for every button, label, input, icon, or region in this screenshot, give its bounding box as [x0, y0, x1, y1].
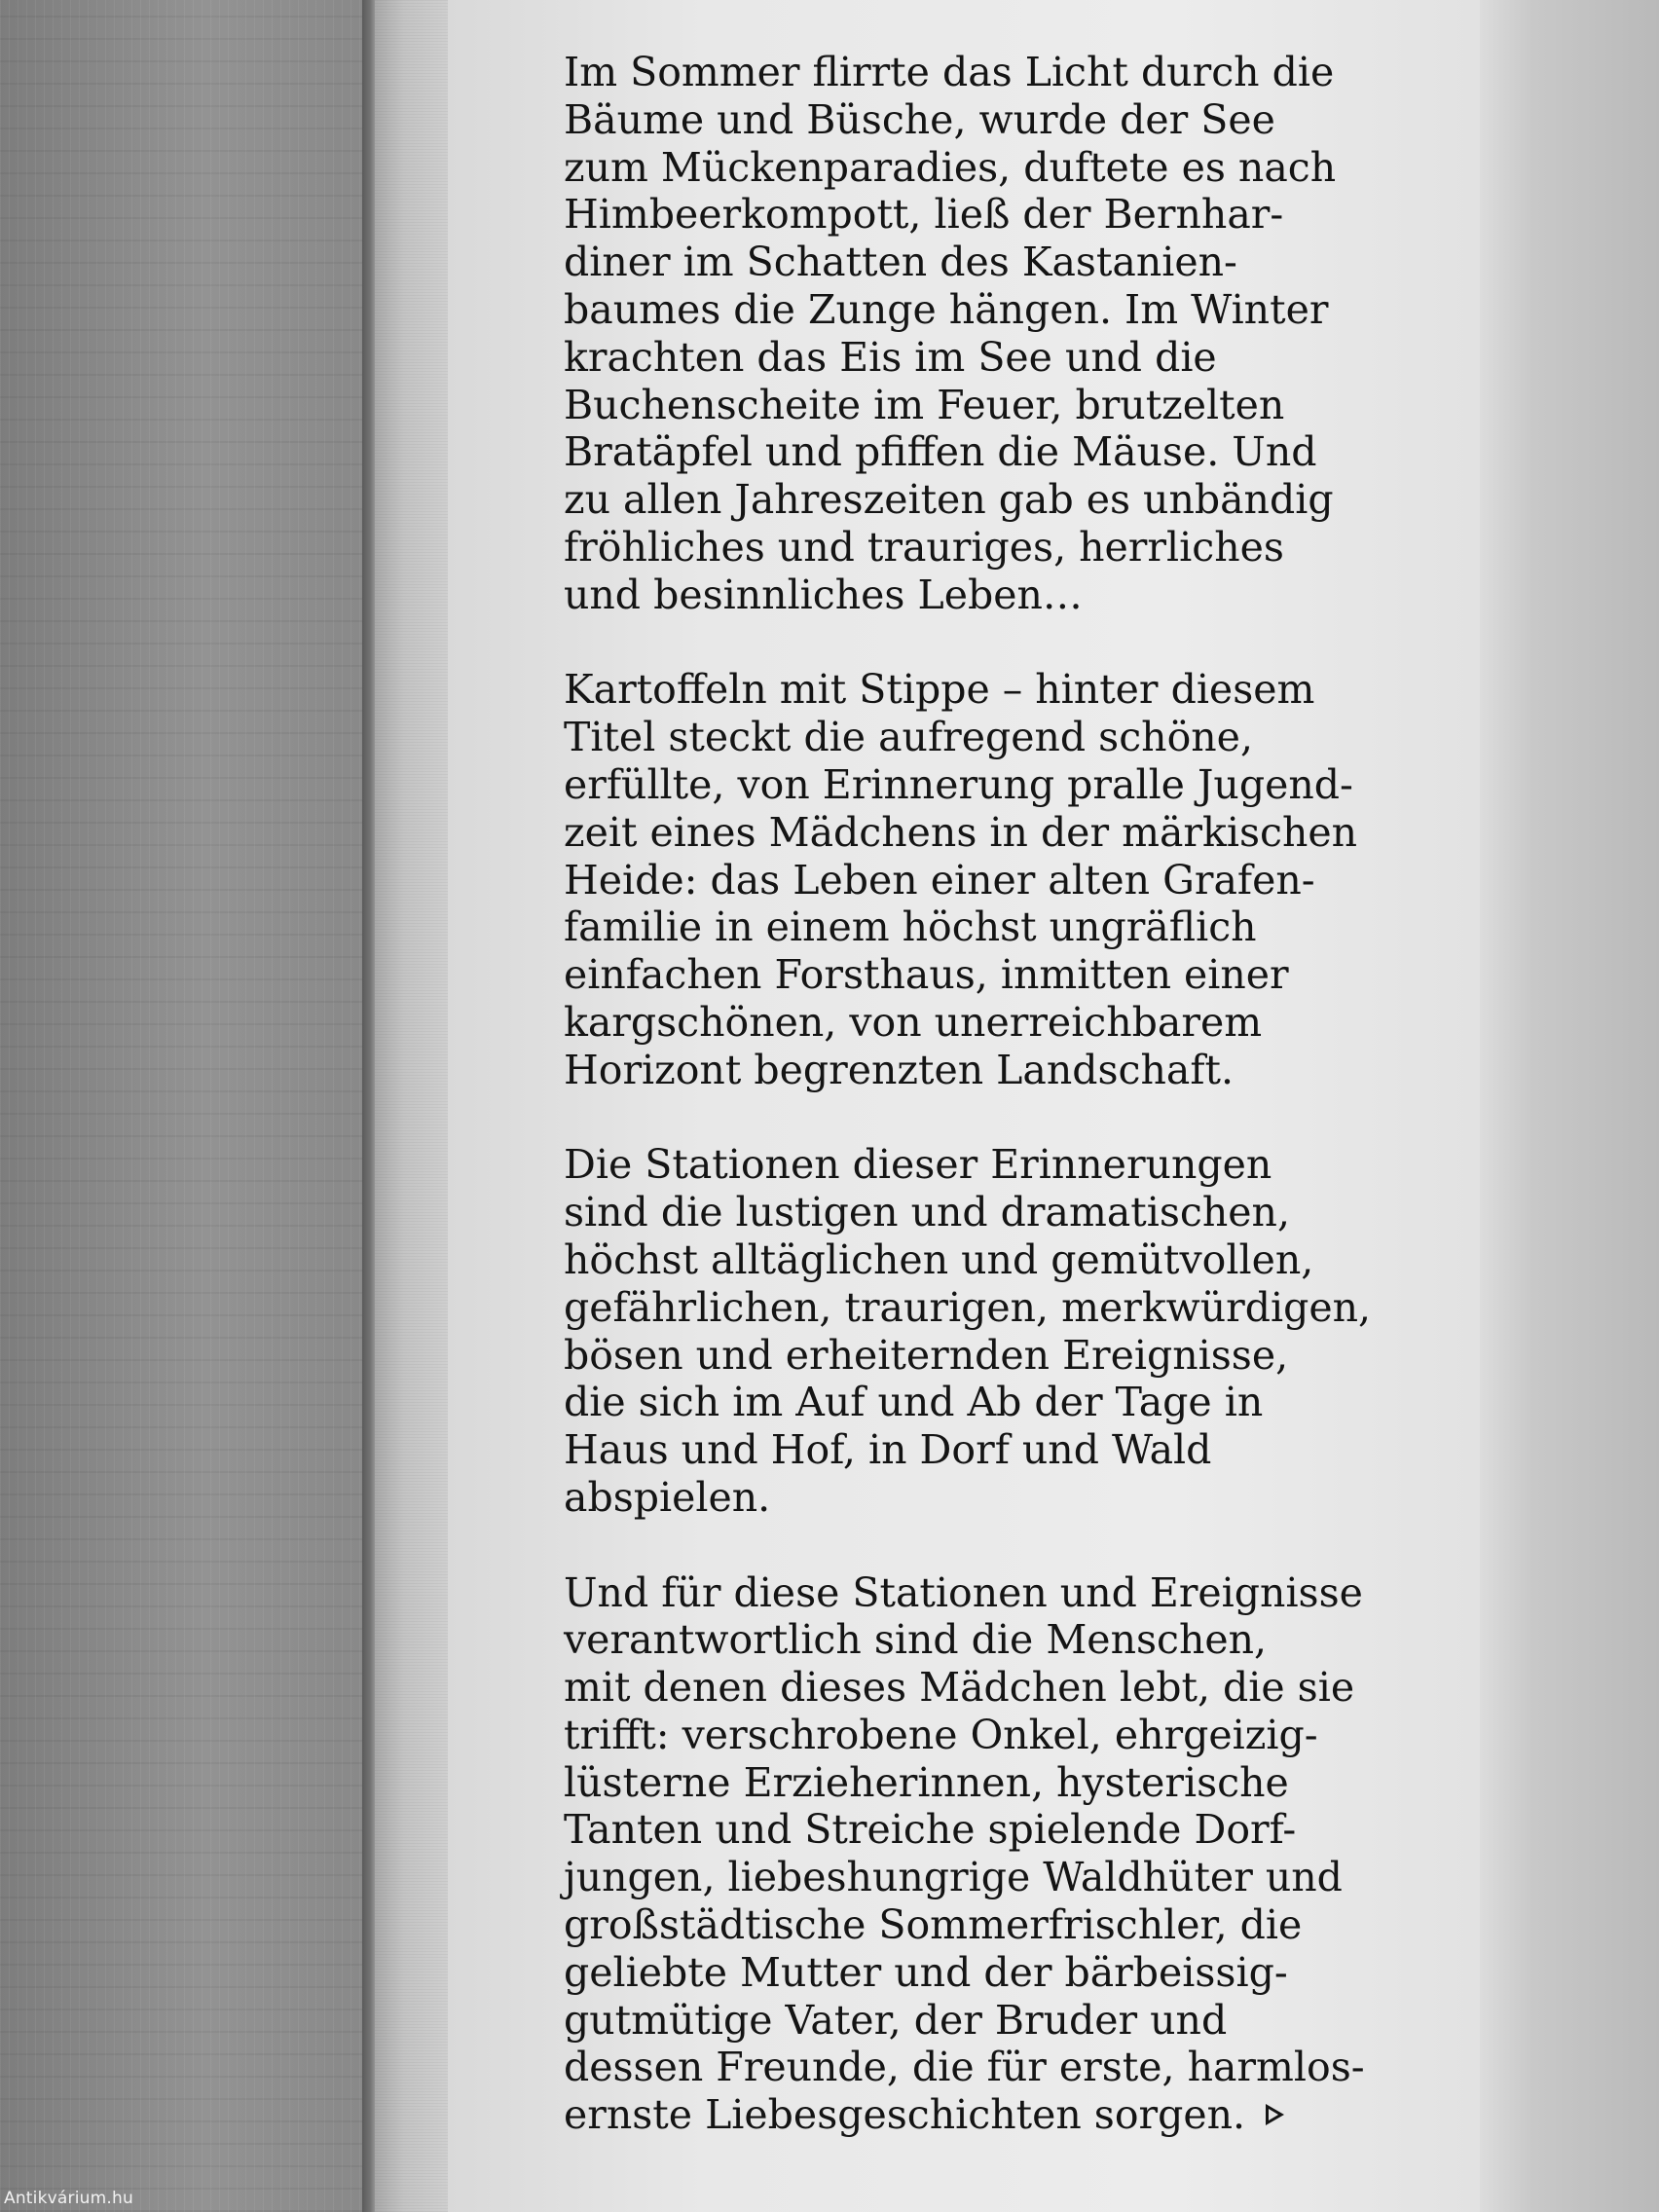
text-line: Horizont begrenzten Landschaft.: [564, 1046, 1235, 1093]
paragraph-4: [564, 1568, 1365, 2140]
text-line: dessen Freunde, die für erste, harmlos-: [564, 2044, 1365, 2091]
text-line: Himbeerkompott, ließ der Bernhar-: [564, 191, 1284, 239]
paragraph-2: [564, 666, 1358, 1093]
text-line: mit denen dieses Mädchen lebt, die sie: [564, 1664, 1355, 1712]
paragraph-1: [564, 49, 1337, 619]
text-line: diner im Schatten des Kastanien-: [564, 239, 1237, 286]
text-line: gefährlichen, traurigen, merkwürdigen,: [564, 1283, 1372, 1331]
cover-board: [0, 0, 375, 2212]
text-line: einfachen Forsthaus, inmitten einer: [564, 951, 1289, 999]
text-line: höchst alltäglichen und gemütvollen,: [564, 1235, 1314, 1283]
text-line: Im Sommer flirrte das Licht durch die: [564, 49, 1335, 95]
text-line: verantwortlich sind die Menschen,: [564, 1616, 1268, 1664]
text-line: Heide: das Leben einer alten Grafen-: [564, 856, 1315, 903]
text-line: und besinnliches Leben…: [564, 571, 1083, 618]
text-line: Bäume und Büsche, wurde der See: [564, 95, 1275, 143]
text-line: zu allen Jahreszeiten gab es unbändig: [564, 476, 1334, 524]
text-line: großstädtische Sommerfrischler, die: [564, 1901, 1303, 1949]
text-line: trifft: verschrobene Onkel, ehrgeizig-: [564, 1711, 1318, 1758]
text-line: gutmütige Vater, der Bruder und: [564, 1996, 1228, 2044]
text-line: zum Mückenparadies, duftete es nach: [564, 143, 1337, 191]
text-line: abspielen.: [564, 1473, 771, 1521]
blurb-text: [564, 49, 1372, 2187]
text-line: Tanten und Streiche spielende Dorf-: [564, 1806, 1297, 1854]
text-line: lüsterne Erzieherinnen, hysterische: [564, 1758, 1289, 1806]
text-line: erfüllte, von Erinnerung pralle Jugend-: [564, 760, 1353, 808]
text-line: Titel steckt die aufregend schöne,: [564, 714, 1253, 761]
text-line: krachten das Eis im See und die: [564, 333, 1217, 381]
cloth-spine: [375, 0, 448, 2212]
paragraph-3: [564, 1141, 1372, 1521]
text-line: Haus und Hof, in Dorf und Wald: [564, 1426, 1212, 1474]
text-line: jungen, liebeshungrige Waldhüter und: [564, 1854, 1343, 1901]
continue-arrow-icon: [1266, 2104, 1284, 2125]
text-line: Bratäpfel und pfiffen die Mäuse. Und: [564, 428, 1317, 476]
page-shadow: [1480, 0, 1659, 2212]
text-line: familie in einem höchst ungräflich: [564, 903, 1257, 951]
cover-board-edge: [362, 0, 376, 2212]
text-line: die sich im Auf und Ab der Tage in: [564, 1379, 1264, 1426]
text-line: ernste Liebesgeschichten sorgen.: [564, 2091, 1246, 2139]
text-line: bösen und erheiternden Ereignisse,: [564, 1331, 1289, 1379]
text-line: Kartoffeln mit Stippe – hinter diesem: [564, 666, 1315, 714]
text-line: fröhliches und trauriges, herrliches: [564, 523, 1284, 571]
text-line: geliebte Mutter und der bärbeissig-: [564, 1948, 1288, 1996]
text-line: kargschönen, von unerreichbarem: [564, 998, 1263, 1046]
watermark: Antikvárium.hu: [4, 2189, 133, 2208]
text-line: baumes die Zunge hängen. Im Winter: [564, 285, 1329, 333]
text-line: Und für diese Stationen und Ereignisse: [564, 1568, 1363, 1616]
text-line: sind die lustigen und dramatischen,: [564, 1189, 1290, 1236]
text-line: Buchenscheite im Feuer, brutzelten: [564, 381, 1285, 428]
text-line: zeit eines Mädchens in der märkischen: [564, 808, 1358, 856]
text-line: Die Stationen dieser Erinnerungen: [564, 1141, 1272, 1189]
